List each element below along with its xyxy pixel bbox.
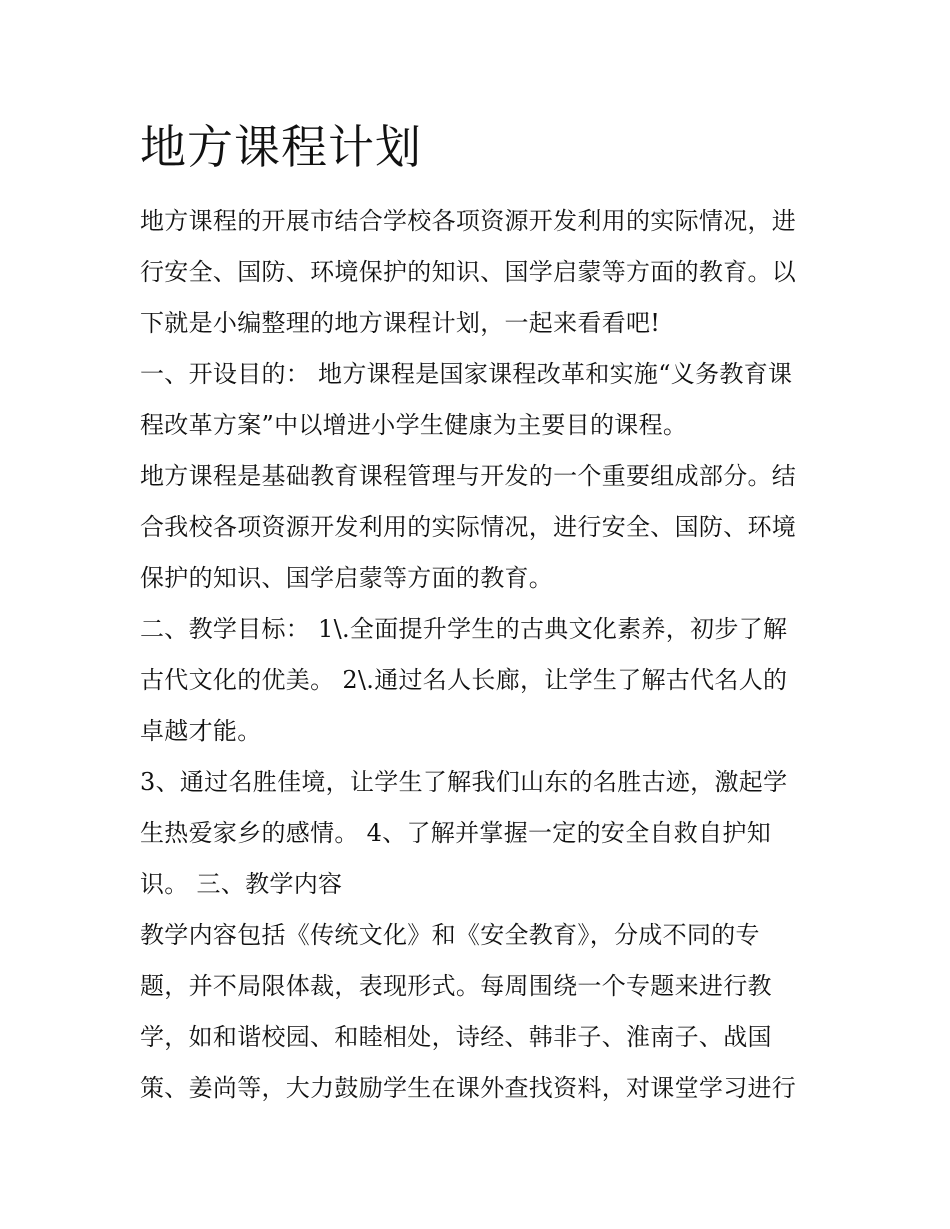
text-line: 行安全、国防、环境保护的知识、国学启蒙等方面的教育。以 (140, 258, 797, 286)
text-line: 识。 三、教学内容 (140, 870, 343, 898)
text-line: 地方课程的开展市结合学校各项资源开发利用的实际情况，进 (140, 207, 797, 235)
text-line: 卓越才能。 (140, 717, 262, 745)
text-line: 合我校各项资源开发利用的实际情况，进行安全、国防、环境 (140, 513, 797, 541)
text-line: 二、教学目标： 1\.全面提升学生的古典文化素养，初步了解 (140, 615, 788, 643)
text-line: 题，并不局限体裁，表现形式。每周围绕一个专题来进行教 (140, 972, 772, 1000)
text-line: 程改革方案”中以增进小学生健康为主要目的课程。 (140, 411, 688, 439)
text-line: 教学内容包括《传统文化》和《安全教育》，分成不同的专 (140, 921, 760, 949)
document-body (140, 196, 830, 1114)
text-line: 古代文化的优美。 2\.通过名人长廊，让学生了解古代名人的 (140, 666, 788, 694)
text-line: 下就是小编整理的地方课程计划，一起来看看吧! (140, 309, 661, 337)
text-line: 地方课程是基础教育课程管理与开发的一个重要组成部分。结 (140, 462, 797, 490)
text-line: 3、通过名胜佳境，让学生了解我们山东的名胜古迹，激起学 (140, 768, 788, 796)
page-title: 地方课程计划 (140, 120, 422, 174)
text-line: 策、姜尚等，大力鼓励学生在课外查找资料，对课堂学习进行 (140, 1074, 797, 1102)
text-line: 学，如和谐校园、和睦相处，诗经、韩非子、淮南子、战国 (140, 1023, 772, 1051)
text-line: 一、开设目的： 地方课程是国家课程改革和实施“义务教育课 (140, 360, 793, 388)
text-line: 保护的知识、国学启蒙等方面的教育。 (140, 564, 554, 592)
text-line: 生热爱家乡的感情。 4、了解并掌握一定的安全自救自护知 (140, 819, 771, 847)
